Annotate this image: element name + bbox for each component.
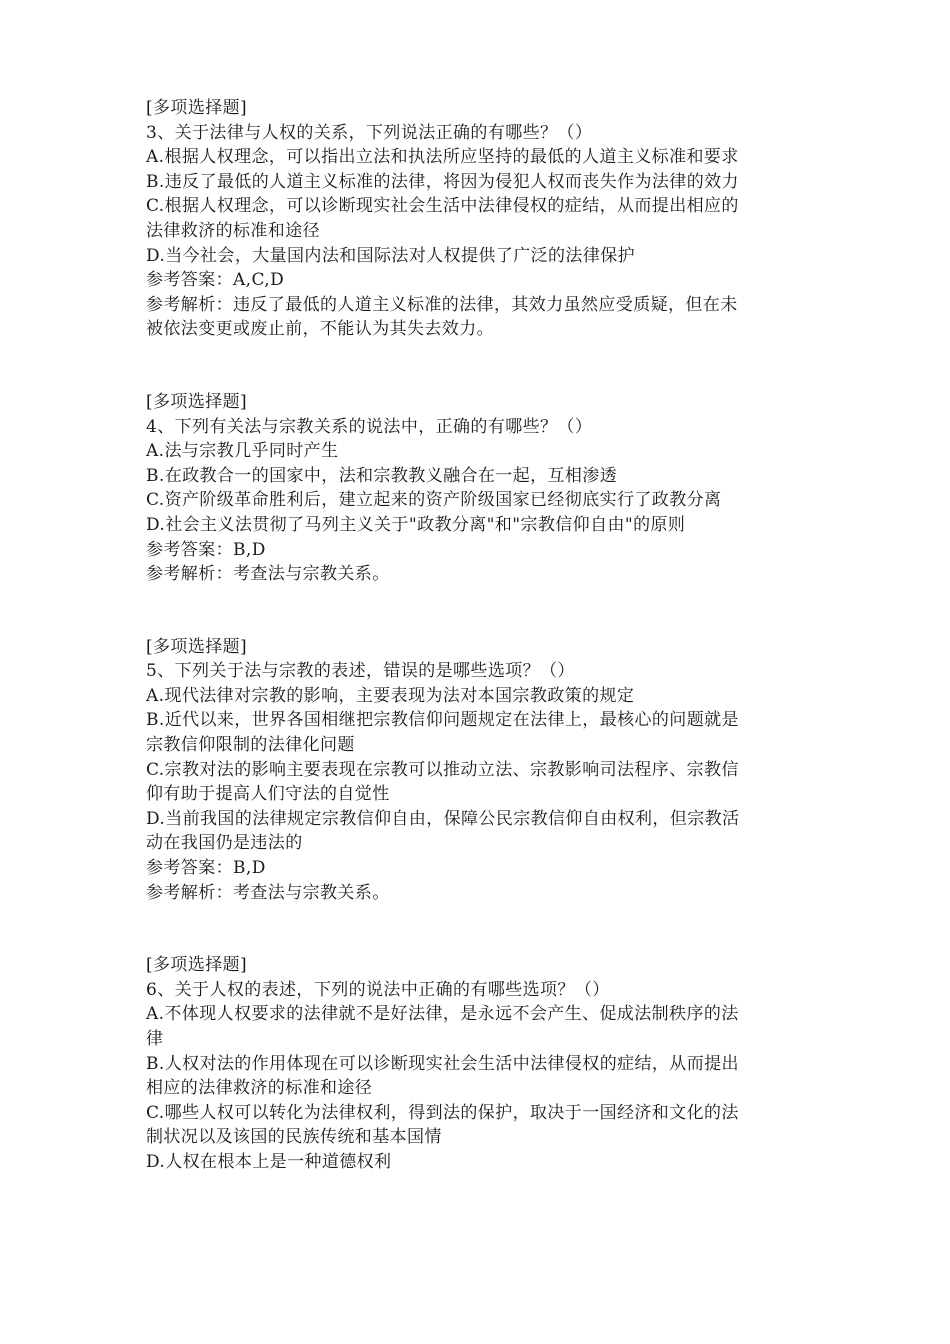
reference-answer: 参考答案：B,D (146, 539, 266, 560)
option-c-continued: 制状况以及该国的民族传统和基本国情 (146, 1127, 442, 1148)
option-b-continued: 相应的法律救济的标准和途径 (146, 1078, 373, 1099)
option-c-continued: 仰有助于提高人们守法的自觉性 (146, 784, 390, 805)
reference-analysis-continued: 被依法变更或废止前，不能认为其失去效力。 (146, 319, 494, 340)
option-b-continued: 宗教信仰限制的法律化问题 (146, 735, 355, 756)
option-b: B.在政教合一的国家中，法和宗教教义融合在一起，互相渗透 (146, 465, 618, 486)
reference-analysis: 参考解析：考查法与宗教关系。 (146, 564, 390, 585)
option-b: B.违反了最低的人道主义标准的法律，将因为侵犯人权而丧失作为法律的效力 (146, 171, 739, 192)
option-a: A.现代法律对宗教的影响，主要表现为法对本国宗教政策的规定 (146, 685, 635, 706)
option-d: D.当今社会，大量国内法和国际法对人权提供了广泛的法律保护 (146, 245, 636, 266)
reference-answer: 参考答案：A,C,D (146, 270, 285, 291)
question-stem: 4、下列有关法与宗教关系的说法中，正确的有哪些？（） (146, 416, 593, 437)
reference-answer: 参考答案：B,D (146, 858, 266, 879)
option-d: D.社会主义法贯彻了马列主义关于"政教分离"和"宗教信仰自由"的原则 (146, 514, 686, 535)
option-a: A.不体现人权要求的法律就不是好法律，是永远不会产生、促成法制秩序的法 (146, 1004, 739, 1025)
reference-analysis: 参考解析：违反了最低的人道主义标准的法律，其效力虽然应受质疑，但在未 (146, 294, 738, 315)
option-c-continued: 法律救济的标准和途径 (146, 220, 320, 241)
reference-analysis: 参考解析：考查法与宗教关系。 (146, 882, 390, 903)
question-type-label: [多项选择题] (146, 98, 248, 118)
question-stem: 6、关于人权的表述，下列的说法中正确的有哪些选项？（） (146, 979, 610, 1000)
option-b: B.人权对法的作用体现在可以诊断现实社会生活中法律侵权的症结，从而提出 (146, 1053, 739, 1074)
option-d: D.当前我国的法律规定宗教信仰自由，保障公民宗教信仰自由权利，但宗教活 (146, 808, 740, 829)
option-c: C.宗教对法的影响主要表现在宗教可以推动立法、宗教影响司法程序、宗教信 (146, 759, 739, 780)
question-type-label: [多项选择题] (146, 636, 248, 657)
question-stem: 3、关于法律与人权的关系，下列说法正确的有哪些？（） (146, 122, 593, 143)
question-3 (146, 96, 806, 342)
option-a: A.法与宗教几乎同时产生 (146, 441, 339, 462)
option-b: B.近代以来，世界各国相继把宗教信仰问题规定在法律上，最核心的问题就是 (146, 710, 739, 731)
question-5 (146, 635, 806, 906)
option-d: D.人权在根本上是一种道德权利 (146, 1151, 392, 1172)
document-page (146, 96, 806, 1175)
question-stem: 5、下列关于法与宗教的表述，错误的是哪些选项？（） (146, 661, 575, 682)
option-d-continued: 动在我国仍是违法的 (146, 833, 303, 854)
question-6 (146, 953, 806, 1174)
question-type-label: [多项选择题] (146, 955, 248, 976)
option-a-continued: 律 (146, 1029, 164, 1049)
question-4 (146, 390, 806, 587)
question-type-label: [多项选择题] (146, 391, 248, 412)
option-c: C.哪些人权可以转化为法律权利，得到法的保护，取决于一国经济和文化的法 (146, 1102, 739, 1123)
option-c: C.根据人权理念，可以诊断现实社会生活中法律侵权的症结，从而提出相应的 (146, 196, 739, 217)
option-a: A.根据人权理念，可以指出立法和执法所应坚持的最低的人道主义标准和要求 (146, 147, 739, 168)
option-c: C.资产阶级革命胜利后，建立起来的资产阶级国家已经彻底实行了政教分离 (146, 490, 722, 511)
